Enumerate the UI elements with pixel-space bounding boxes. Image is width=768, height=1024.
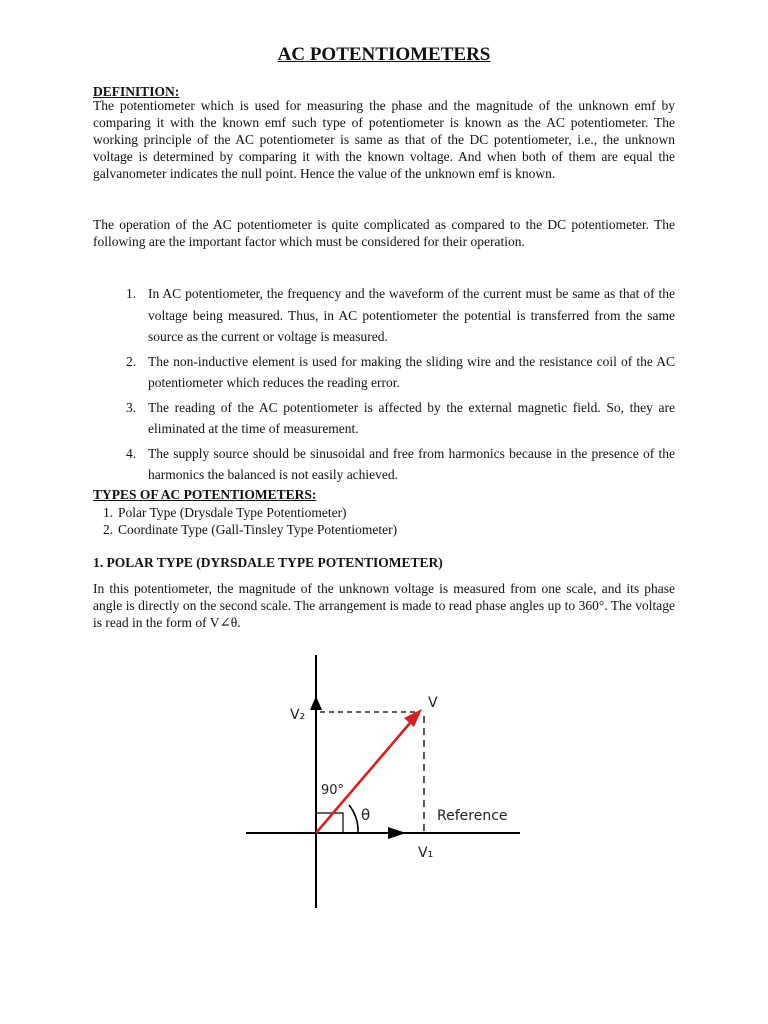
- types-list: [93, 504, 397, 538]
- label-v2: V₂: [290, 707, 306, 723]
- operation-paragraph: The operation of the AC potentiometer is quite complicated as compared to the DC potentiometer. The following are the important factor which must be considered for their operation.: [93, 217, 675, 249]
- definition-heading: DEFINITION:: [93, 84, 180, 99]
- label-v1: V₁: [418, 845, 434, 861]
- theta-arc: [349, 805, 358, 833]
- types-heading: TYPES OF AC POTENTIOMETERS:: [93, 487, 317, 502]
- list-item: [93, 504, 397, 521]
- list-item: [93, 443, 675, 486]
- list-item-text: In AC potentiometer, the frequency and the waveform of the current must be same as that of the voltage being measured. Thus, in AC potentiometer the potential is transferred from the same source as the current or voltage is measured.: [148, 286, 675, 344]
- polar-type-paragraph: In this potentiometer, the magnitude of the unknown voltage is measured from one scale, and its phase angle is directly on the second scale. The arrangement is made to read phase angles up to 360°. The voltage is read in the form of V∠θ.: [93, 581, 675, 630]
- label-v: V: [428, 695, 438, 711]
- list-item-text: The supply source should be sinusoidal and free from harmonics because in the presence of the harmonics the balanced is not easily achieved.: [148, 445, 675, 482]
- list-item-number: 1.: [103, 505, 114, 520]
- page-title: AC POTENTIOMETERS: [277, 44, 491, 65]
- list-item-number: 1.: [126, 286, 137, 301]
- polar-type-heading: 1. POLAR TYPE (DYRSDALE TYPE POTENTIOMETER): [93, 555, 443, 570]
- definition-paragraph: The potentiometer which is used for measuring the phase and the magnitude of the unknown emf by comparing it with the known emf such type of potentiometer is known as the AC potentiometer. The working principle of the AC potentiometer is same as that of the DC potentiometer, i.e., the unknown voltage is determined by comparing it with the known voltage. And when both of them are equal the galvanometer indicates the null point. Hence the value of the unknown emf is known.: [93, 98, 675, 181]
- list-item-number: 2.: [103, 522, 114, 537]
- list-item: [93, 521, 397, 538]
- operation-points-list: [93, 283, 675, 489]
- label-90-degrees: 90°: [321, 783, 345, 798]
- list-item-text: The reading of the AC potentiometer is affected by the external magnetic field. So, they are eliminated at the time of measurement.: [148, 399, 675, 436]
- list-item: [93, 283, 675, 348]
- list-item-number: 4.: [126, 445, 137, 461]
- list-item: [93, 397, 675, 440]
- list-item-number: 2.: [126, 353, 137, 369]
- list-item: [93, 351, 675, 394]
- polar-phasor-diagram: [240, 650, 530, 910]
- vertical-axis-arrow: [310, 696, 322, 710]
- reference-arrow: [388, 827, 406, 839]
- list-item-text: Coordinate Type (Gall-Tinsley Type Potentiometer): [118, 522, 398, 537]
- list-item-number: 3.: [126, 399, 137, 415]
- list-item-text: Polar Type (Drysdale Type Potentiometer): [118, 505, 347, 520]
- label-reference: Reference: [437, 808, 508, 824]
- label-theta: θ: [361, 806, 371, 824]
- list-item-text: The non-inductive element is used for making the sliding wire and the resistance coil of the AC potentiometer which reduces the reading error.: [148, 353, 675, 390]
